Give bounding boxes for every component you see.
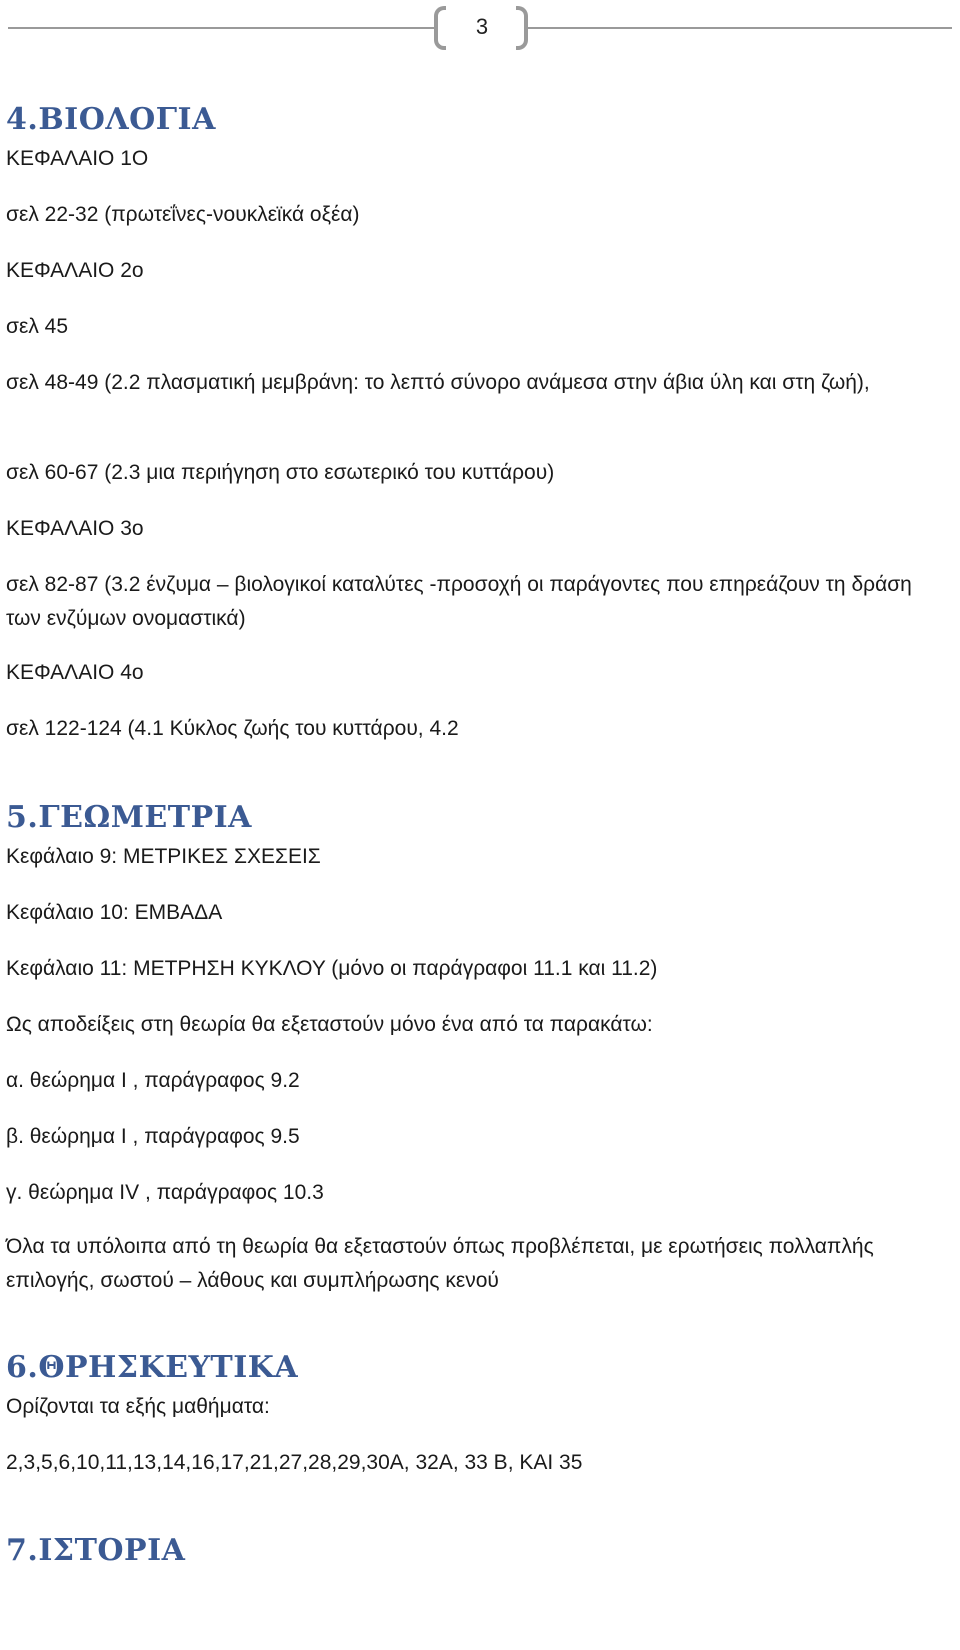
biology-line: σελ 45 <box>6 315 69 338</box>
geometry-line: γ. θεώρημα IV , παράγραφος 10.3 <box>6 1181 324 1204</box>
section-heading-geometry: 5.ΓΕΩΜΕΤΡΙΑ <box>6 800 252 835</box>
page-number: 3 <box>475 14 489 39</box>
section-heading-biology: 4.ΒΙΟΛΟΓΙΑ <box>6 102 216 137</box>
geometry-line: Ως αποδείξεις στη θεωρία θα εξεταστούν μόνο ένα από τα παρακάτω: <box>6 1013 653 1036</box>
section-heading-history: 7.ΙΣΤΟΡΙΑ <box>6 1533 186 1568</box>
biology-line: σελ 60-67 (2.3 μια περιήγηση στο εσωτερικό του κυττάρου) <box>6 461 555 484</box>
header-rule-left <box>8 27 436 29</box>
geometry-line: β. θεώρημα I , παράγραφος 9.5 <box>6 1125 300 1148</box>
page-header <box>0 0 960 60</box>
biology-line: ΚΕΦΑΛΑΙΟ 4ο <box>6 661 144 684</box>
biology-line: ΚΕΦΑΛΑΙΟ 2ο <box>6 259 144 282</box>
geometry-line: Κεφάλαιο 9: ΜΕΤΡΙΚΕΣ ΣΧΕΣΕΙΣ <box>6 845 321 868</box>
geometry-line: Κεφάλαιο 11: ΜΕΤΡΗΣΗ ΚΥΚΛΟΥ (μόνο οι παράγραφοι 11.1 και 11.2) <box>6 957 658 980</box>
religion-line: Ορίζονται τα εξής μαθήματα: <box>6 1395 270 1418</box>
section-heading-religion: 6.ΘΡΗΣΚΕΥΤΙΚΑ <box>6 1350 299 1385</box>
biology-line: σελ 48-49 (2.2 πλασματική μεμβράνη: το λεπτό σύνορο ανάμεσα στην άβια ύλη και στη ζωή), <box>6 371 870 394</box>
geometry-line: α. θεώρημα I , παράγραφος 9.2 <box>6 1069 300 1092</box>
header-rule-right <box>524 27 952 29</box>
biology-line: ΚΕΦΑΛΑΙΟ 1Ο <box>6 147 149 170</box>
religion-line: 2,3,5,6,10,11,13,14,16,17,21,27,28,29,30Α, 32Α, 33 Β, ΚΑΙ 35 <box>6 1451 583 1474</box>
biology-line: σελ 122-124 (4.1 Κύκλος ζωής του κυττάρου, 4.2 <box>6 717 459 740</box>
biology-line: ΚΕΦΑΛΑΙΟ 3ο <box>6 517 144 540</box>
geometry-line: Κεφάλαιο 10: ΕΜΒΑΔΑ <box>6 901 223 924</box>
biology-line: σελ 82-87 (3.2 ένζυμα – βιολογικοί καταλύτες -προσοχή οι παράγοντες που επηρεάζουν τη δράση των ενζύμων ονομαστικά) <box>6 573 912 630</box>
geometry-line: Όλα τα υπόλοιπα από τη θεωρία θα εξεταστούν όπως προβλέπεται, με ερωτήσεις πολλαπλής επιλογής, σωστού – λάθους και συμπλήρωσης κενού <box>6 1235 874 1292</box>
biology-line: σελ 22-32 (πρωτεΐνες-νουκλεϊκά οξέα) <box>6 203 360 226</box>
